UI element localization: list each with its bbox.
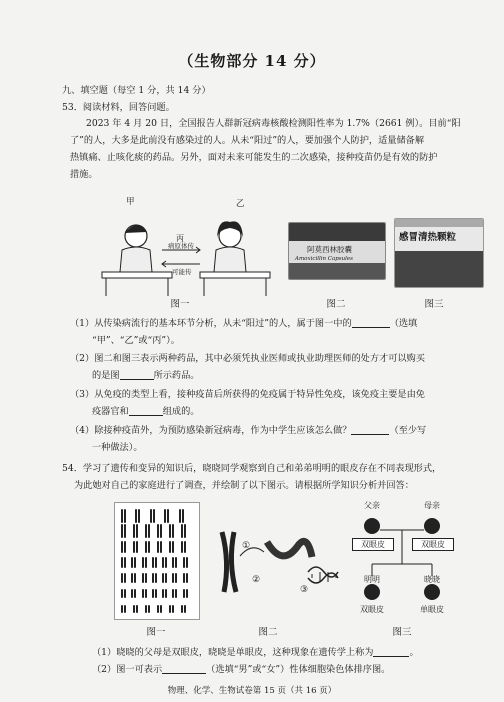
pedigree-lines [350, 500, 470, 620]
amoxicillin-title: 阿莫西林胶囊 [307, 245, 352, 254]
chromosome-mark [172, 524, 174, 538]
pedigree-figure [350, 500, 470, 620]
label-jia: 甲 [126, 197, 135, 207]
q53-paragraph-line: 热镇痛、止咳化痰的药品。另外，面对未来可能发生的二次感染，接种疫苗仍是有效的防护 [70, 152, 438, 163]
son-label: 明明 [364, 575, 380, 584]
answer-blank[interactable] [352, 317, 390, 328]
chromosome-mark [184, 541, 186, 553]
chromosome-mark [133, 524, 135, 538]
chromosome-mark [152, 557, 154, 568]
chromosome-mark [172, 573, 174, 583]
chromosome-mark [131, 573, 133, 583]
chromosome-mark [121, 557, 123, 568]
chromosome-mark [172, 605, 174, 613]
chromosome-mark [145, 541, 147, 553]
q54-intro: 54．学习了遗传和变异的知识后，晓晓同学观察到自己和弟弟明明的眼皮存在不同表现形式， [62, 463, 442, 474]
chromosome-mark [165, 557, 167, 568]
mother-label: 母亲 [424, 501, 440, 510]
chromosome-mark [184, 524, 186, 538]
chromosome-mark [183, 573, 185, 583]
chromosome-mark [160, 541, 162, 553]
answer-blank[interactable] [162, 663, 206, 674]
fill-in-heading: 九、填空题（每空 1 分，共 14 分） [62, 85, 211, 96]
q53-paragraph-line: 了”的人，大多是此前没有感染过的人。从未“阳过”的人，要加强个人防护，适量储备解 [70, 135, 425, 146]
chromosome-mark [157, 524, 159, 538]
father-trait: 双眼皮 [352, 538, 394, 551]
chromosome-mark [162, 557, 164, 568]
chromosome-mark [148, 524, 150, 538]
karyotype-figure [114, 502, 200, 620]
q53-question-1-cont: “甲”、“乙”或“丙”）。 [92, 335, 180, 346]
chromosome-mark [121, 509, 123, 523]
chromosome-mark [124, 541, 126, 553]
section-title: （生物部分 14 分） [178, 52, 326, 70]
chromosome-mark [145, 589, 147, 598]
arrow-top-label: 病原体传 [168, 242, 194, 250]
marker-1: ① [242, 541, 251, 551]
chromosome-mark [153, 509, 155, 523]
chromosome-mark [133, 541, 135, 553]
q54-question-1: （1）晓晓的父母是双眼皮，晓晓是单眼皮，这种现象在遗传学上称为 。 [92, 647, 419, 658]
chromosome-mark [131, 557, 133, 568]
q54-figure2-caption: 图二 [258, 627, 278, 638]
chromosome-mark [155, 573, 157, 583]
answer-blank[interactable] [351, 424, 389, 435]
q54-figure3-caption: 图三 [392, 627, 412, 638]
arrow-bottom-label: 可能传 [172, 268, 192, 276]
chromosome-mark [124, 524, 126, 538]
chromosome-mark [133, 605, 135, 613]
amoxicillin-subtitle: Amoxicillin Capsules [295, 256, 353, 262]
chromosome-mark [160, 524, 162, 538]
chromosome-mark [136, 605, 138, 613]
chromosome-mark [181, 524, 183, 538]
chromosome-mark [169, 605, 171, 613]
q53-question-3: （3）从免疫的类型上看，接种疫苗后所获得的免疫属于特异性免疫，该免疫主要是由免 [70, 389, 425, 400]
chromosome-mark [121, 573, 123, 583]
q53-paragraph-line: 2023 年 4 月 20 日，全国报告人群新冠病毒核酸检测阳性率为 1.7%（2661 例）。目前“阳 [86, 118, 461, 129]
q53-intro: 53．阅读材料，回答问题。 [62, 102, 175, 113]
q53-figure1-caption: 图一 [170, 299, 190, 310]
daughter-trait: 单眼皮 [420, 605, 444, 614]
chromosome-mark [131, 589, 133, 598]
chromosome-mark [172, 589, 174, 598]
father-label: 父亲 [364, 501, 380, 510]
chromosome-mark [164, 509, 166, 523]
chromosome-mark [181, 541, 183, 553]
chromosome-mark [121, 524, 123, 538]
chromosome-mark [186, 557, 188, 568]
chromosome-mark [124, 605, 126, 613]
granules-box [394, 218, 484, 288]
chromosome-mark [155, 557, 157, 568]
chromosome-dna-illustration [212, 512, 342, 612]
chromosome-mark [162, 589, 164, 598]
chromosome-mark [134, 573, 136, 583]
chromosome-mark [121, 541, 123, 553]
chromosome-mark [142, 557, 144, 568]
q53-question-4: （4）除接种疫苗外，为预防感染新冠病毒，作为中学生应该怎么做？ （至少写 [70, 425, 427, 436]
chromosome-mark [183, 557, 185, 568]
chromosome-mark [186, 573, 188, 583]
chromosome-mark [175, 573, 177, 583]
chromosome-mark [121, 605, 123, 613]
chromosome-mark [150, 509, 152, 523]
chromosome-mark [124, 573, 126, 583]
chromosome-mark [175, 557, 177, 568]
q54-intro-cont: 为此她对自己的家庭进行了调查，并绘制了以下图示。请根据所学知识分析并回答： [74, 480, 414, 491]
chromosome-mark [136, 524, 138, 538]
chromosome-mark [162, 573, 164, 583]
chromosome-mark [135, 509, 137, 523]
chromosome-mark [184, 605, 186, 613]
chromosome-mark [172, 541, 174, 553]
chromosome-mark [145, 557, 147, 568]
q53-question-2: （2）图二和图三表示两种药品，其中必须凭执业医师或执业助理医师的处方才可以购买 [70, 353, 425, 364]
chromosome-mark [134, 589, 136, 598]
granules-title: 感冒清热颗粒 [399, 232, 457, 243]
q54-figure1-caption: 图一 [146, 627, 166, 638]
chromosome-mark [121, 589, 123, 598]
q53-question-2-cont: 的是图 所示药品。 [92, 370, 200, 381]
daughter-label: 晓晓 [424, 575, 440, 584]
answer-blank[interactable] [120, 369, 154, 380]
q53-question-4-cont: 一种做法）。 [92, 442, 143, 453]
q53-question-1: （1）从传染病流行的基本环节分析，从未“阳过”的人，属于图一中的 （选填 [70, 318, 418, 329]
chromosome-mark [124, 589, 126, 598]
answer-blank[interactable] [373, 646, 409, 657]
son-trait: 双眼皮 [360, 605, 384, 614]
chromosome-mark [148, 605, 150, 613]
chromosome-mark [142, 589, 144, 598]
chromosome-mark [165, 589, 167, 598]
chromosome-mark [181, 605, 183, 613]
chromosome-mark [167, 509, 169, 523]
chromosome-mark [142, 573, 144, 583]
chromosome-mark [182, 509, 184, 523]
chromosome-mark [183, 589, 185, 598]
q53-question-3-cont: 疫器官和 组成的。 [92, 406, 200, 417]
chromosome-mark [138, 509, 140, 523]
chromosome-mark [124, 509, 126, 523]
chromosome-mark [157, 605, 159, 613]
label-bing: 丙 [176, 234, 184, 243]
answer-blank[interactable] [129, 405, 163, 416]
chromosome-mark [172, 557, 174, 568]
mother-trait: 双眼皮 [412, 538, 454, 551]
q53-figure3-caption: 图三 [424, 299, 444, 310]
chromosome-mark [124, 557, 126, 568]
chromosome-mark [152, 589, 154, 598]
q54-question-2: （2）图一可表示 （选填“男”或“女”）性体细胞染色体排序图。 [92, 664, 391, 675]
chromosome-mark [160, 605, 162, 613]
chromosome-dna-figure [212, 512, 342, 612]
page-footer: 物理、化学、生物试卷第 15 页（共 16 页） [167, 686, 337, 696]
chromosome-mark [175, 589, 177, 598]
amoxicillin-box [288, 222, 386, 280]
q53-paragraph-line: 措施。 [70, 169, 98, 180]
chromosome-mark [152, 573, 154, 583]
chromosome-mark [145, 573, 147, 583]
chromosome-mark [179, 509, 181, 523]
chromosome-mark [169, 541, 171, 553]
chromosome-mark [157, 541, 159, 553]
marker-3: ③ [300, 585, 309, 595]
label-yi: 乙 [236, 199, 245, 209]
chromosome-mark [155, 589, 157, 598]
chromosome-mark [165, 573, 167, 583]
chromosome-mark [134, 557, 136, 568]
q53-figure2-caption: 图二 [326, 299, 346, 310]
marker-2: ② [252, 575, 261, 585]
q53-figure1 [92, 197, 272, 300]
chromosome-mark [169, 524, 171, 538]
chromosome-mark [136, 541, 138, 553]
chromosome-mark [186, 589, 188, 598]
chromosome-mark [148, 541, 150, 553]
chromosome-mark [145, 605, 147, 613]
chromosome-mark [145, 524, 147, 538]
